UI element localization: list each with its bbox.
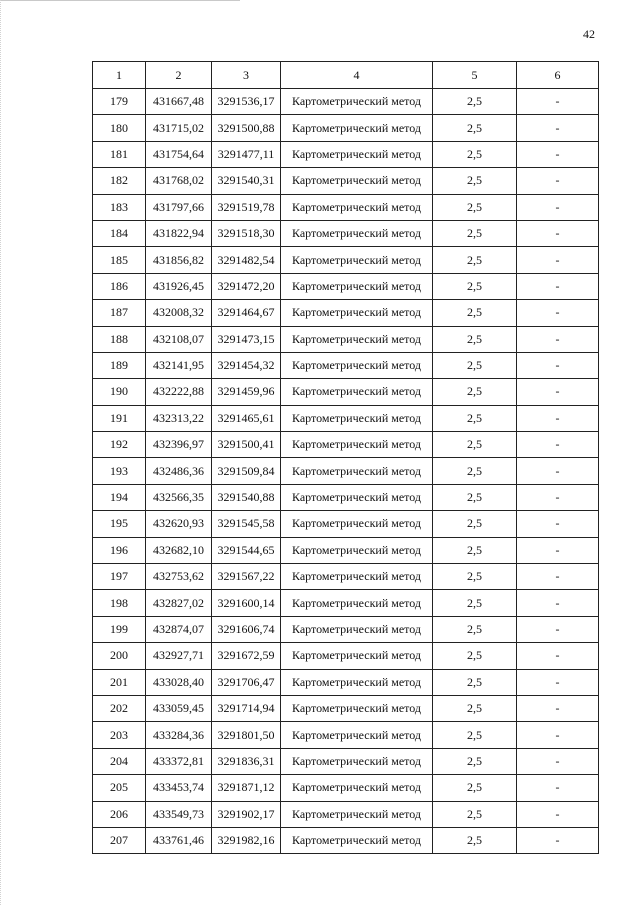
y-coordinate-cell: 3291672,59 — [212, 643, 281, 669]
description-cell: - — [517, 748, 599, 774]
x-coordinate-cell: 432927,71 — [146, 643, 212, 669]
accuracy-cell: 2,5 — [433, 616, 517, 642]
x-coordinate-cell: 431797,66 — [146, 194, 212, 220]
accuracy-cell: 2,5 — [433, 247, 517, 273]
y-coordinate-cell: 3291465,61 — [212, 405, 281, 431]
y-coordinate-cell: 3291545,58 — [212, 511, 281, 537]
point-number-cell: 191 — [93, 405, 146, 431]
method-cell: Картометрический метод — [281, 669, 433, 695]
point-number-cell: 181 — [93, 141, 146, 167]
description-cell: - — [517, 352, 599, 378]
table-row — [93, 537, 599, 563]
method-cell: Картометрический метод — [281, 537, 433, 563]
header-cell: 6 — [517, 62, 599, 89]
method-cell: Картометрический метод — [281, 300, 433, 326]
point-number-cell: 193 — [93, 458, 146, 484]
method-cell: Картометрический метод — [281, 616, 433, 642]
table-row — [93, 168, 599, 194]
accuracy-cell: 2,5 — [433, 564, 517, 590]
x-coordinate-cell: 432620,93 — [146, 511, 212, 537]
point-number-cell: 187 — [93, 300, 146, 326]
accuracy-cell: 2,5 — [433, 115, 517, 141]
method-cell: Картометрический метод — [281, 695, 433, 721]
header-cell: 3 — [212, 62, 281, 89]
accuracy-cell: 2,5 — [433, 484, 517, 510]
accuracy-cell: 2,5 — [433, 141, 517, 167]
method-cell: Картометрический метод — [281, 722, 433, 748]
x-coordinate-cell: 432313,22 — [146, 405, 212, 431]
table-row — [93, 352, 599, 378]
table-row — [93, 194, 599, 220]
table-row — [93, 590, 599, 616]
x-coordinate-cell: 432753,62 — [146, 564, 212, 590]
description-cell: - — [517, 458, 599, 484]
point-number-cell: 202 — [93, 695, 146, 721]
y-coordinate-cell: 3291714,94 — [212, 695, 281, 721]
y-coordinate-cell: 3291801,50 — [212, 722, 281, 748]
y-coordinate-cell: 3291509,84 — [212, 458, 281, 484]
point-number-cell: 198 — [93, 590, 146, 616]
x-coordinate-cell: 432108,07 — [146, 326, 212, 352]
table-row — [93, 669, 599, 695]
x-coordinate-cell: 432486,36 — [146, 458, 212, 484]
x-coordinate-cell: 431856,82 — [146, 247, 212, 273]
y-coordinate-cell: 3291477,11 — [212, 141, 281, 167]
x-coordinate-cell: 432566,35 — [146, 484, 212, 510]
accuracy-cell: 2,5 — [433, 695, 517, 721]
description-cell: - — [517, 827, 599, 853]
point-number-cell: 206 — [93, 801, 146, 827]
y-coordinate-cell: 3291540,88 — [212, 484, 281, 510]
method-cell: Картометрический метод — [281, 432, 433, 458]
table-row — [93, 748, 599, 774]
method-cell: Картометрический метод — [281, 247, 433, 273]
description-cell: - — [517, 643, 599, 669]
table-header-row — [93, 62, 599, 89]
table-row — [93, 405, 599, 431]
method-cell: Картометрический метод — [281, 405, 433, 431]
method-cell: Картометрический метод — [281, 827, 433, 853]
accuracy-cell: 2,5 — [433, 511, 517, 537]
y-coordinate-cell: 3291836,31 — [212, 748, 281, 774]
point-number-cell: 185 — [93, 247, 146, 273]
point-number-cell: 207 — [93, 827, 146, 853]
accuracy-cell: 2,5 — [433, 273, 517, 299]
y-coordinate-cell: 3291500,41 — [212, 432, 281, 458]
description-cell: - — [517, 669, 599, 695]
method-cell: Картометрический метод — [281, 141, 433, 167]
description-cell: - — [517, 775, 599, 801]
table-row — [93, 484, 599, 510]
description-cell: - — [517, 695, 599, 721]
point-number-cell: 204 — [93, 748, 146, 774]
accuracy-cell: 2,5 — [433, 590, 517, 616]
x-coordinate-cell: 432827,02 — [146, 590, 212, 616]
header-cell: 2 — [146, 62, 212, 89]
description-cell: - — [517, 115, 599, 141]
y-coordinate-cell: 3291518,30 — [212, 220, 281, 246]
y-coordinate-cell: 3291472,20 — [212, 273, 281, 299]
x-coordinate-cell: 431768,02 — [146, 168, 212, 194]
description-cell: - — [517, 801, 599, 827]
description-cell: - — [517, 564, 599, 590]
point-number-cell: 184 — [93, 220, 146, 246]
y-coordinate-cell: 3291454,32 — [212, 352, 281, 378]
point-number-cell: 205 — [93, 775, 146, 801]
x-coordinate-cell: 432008,32 — [146, 300, 212, 326]
table-row — [93, 511, 599, 537]
accuracy-cell: 2,5 — [433, 801, 517, 827]
point-number-cell: 183 — [93, 194, 146, 220]
description-cell: - — [517, 511, 599, 537]
x-coordinate-cell: 433372,81 — [146, 748, 212, 774]
page-number: 42 — [583, 27, 595, 41]
table-row — [93, 827, 599, 853]
x-coordinate-cell: 432222,88 — [146, 379, 212, 405]
description-cell: - — [517, 722, 599, 748]
method-cell: Картометрический метод — [281, 194, 433, 220]
description-cell: - — [517, 590, 599, 616]
method-cell: Картометрический метод — [281, 379, 433, 405]
x-coordinate-cell: 432682,10 — [146, 537, 212, 563]
x-coordinate-cell: 431754,64 — [146, 141, 212, 167]
y-coordinate-cell: 3291706,47 — [212, 669, 281, 695]
table-row — [93, 300, 599, 326]
description-cell: - — [517, 141, 599, 167]
accuracy-cell: 2,5 — [433, 643, 517, 669]
accuracy-cell: 2,5 — [433, 89, 517, 115]
description-cell: - — [517, 537, 599, 563]
method-cell: Картометрический метод — [281, 801, 433, 827]
method-cell: Картометрический метод — [281, 273, 433, 299]
accuracy-cell: 2,5 — [433, 326, 517, 352]
x-coordinate-cell: 431822,94 — [146, 220, 212, 246]
accuracy-cell: 2,5 — [433, 405, 517, 431]
accuracy-cell: 2,5 — [433, 722, 517, 748]
accuracy-cell: 2,5 — [433, 194, 517, 220]
y-coordinate-cell: 3291871,12 — [212, 775, 281, 801]
description-cell: - — [517, 247, 599, 273]
accuracy-cell: 2,5 — [433, 379, 517, 405]
table-row — [93, 273, 599, 299]
accuracy-cell: 2,5 — [433, 168, 517, 194]
table-row — [93, 775, 599, 801]
x-coordinate-cell: 433284,36 — [146, 722, 212, 748]
point-number-cell: 180 — [93, 115, 146, 141]
method-cell: Картометрический метод — [281, 352, 433, 378]
method-cell: Картометрический метод — [281, 590, 433, 616]
table-body — [93, 89, 599, 854]
table-row — [93, 695, 599, 721]
x-coordinate-cell: 433549,73 — [146, 801, 212, 827]
point-number-cell: 194 — [93, 484, 146, 510]
table-row — [93, 141, 599, 167]
description-cell: - — [517, 484, 599, 510]
y-coordinate-cell: 3291540,31 — [212, 168, 281, 194]
description-cell: - — [517, 300, 599, 326]
x-coordinate-cell: 431667,48 — [146, 89, 212, 115]
x-coordinate-cell: 432396,97 — [146, 432, 212, 458]
method-cell: Картометрический метод — [281, 484, 433, 510]
method-cell: Картометрический метод — [281, 326, 433, 352]
method-cell: Картометрический метод — [281, 511, 433, 537]
point-number-cell: 192 — [93, 432, 146, 458]
method-cell: Картометрический метод — [281, 115, 433, 141]
table-row — [93, 115, 599, 141]
point-number-cell: 186 — [93, 273, 146, 299]
accuracy-cell: 2,5 — [433, 669, 517, 695]
x-coordinate-cell: 433028,40 — [146, 669, 212, 695]
accuracy-cell: 2,5 — [433, 300, 517, 326]
scan-edge-top — [0, 0, 240, 1]
y-coordinate-cell: 3291606,74 — [212, 616, 281, 642]
method-cell: Картометрический метод — [281, 458, 433, 484]
x-coordinate-cell: 431926,45 — [146, 273, 212, 299]
point-number-cell: 197 — [93, 564, 146, 590]
point-number-cell: 203 — [93, 722, 146, 748]
method-cell: Картометрический метод — [281, 748, 433, 774]
accuracy-cell: 2,5 — [433, 352, 517, 378]
y-coordinate-cell: 3291902,17 — [212, 801, 281, 827]
point-number-cell: 179 — [93, 89, 146, 115]
method-cell: Картометрический метод — [281, 89, 433, 115]
accuracy-cell: 2,5 — [433, 827, 517, 853]
y-coordinate-cell: 3291459,96 — [212, 379, 281, 405]
x-coordinate-cell: 431715,02 — [146, 115, 212, 141]
point-number-cell: 199 — [93, 616, 146, 642]
y-coordinate-cell: 3291473,15 — [212, 326, 281, 352]
table-row — [93, 458, 599, 484]
y-coordinate-cell: 3291544,65 — [212, 537, 281, 563]
coordinates-table — [92, 61, 599, 854]
y-coordinate-cell: 3291567,22 — [212, 564, 281, 590]
y-coordinate-cell: 3291982,16 — [212, 827, 281, 853]
accuracy-cell: 2,5 — [433, 432, 517, 458]
method-cell: Картометрический метод — [281, 643, 433, 669]
accuracy-cell: 2,5 — [433, 775, 517, 801]
description-cell: - — [517, 273, 599, 299]
accuracy-cell: 2,5 — [433, 748, 517, 774]
point-number-cell: 189 — [93, 352, 146, 378]
x-coordinate-cell: 432141,95 — [146, 352, 212, 378]
description-cell: - — [517, 89, 599, 115]
table-row — [93, 616, 599, 642]
point-number-cell: 195 — [93, 511, 146, 537]
description-cell: - — [517, 194, 599, 220]
point-number-cell: 196 — [93, 537, 146, 563]
y-coordinate-cell: 3291600,14 — [212, 590, 281, 616]
scan-edge-left — [0, 0, 1, 905]
method-cell: Картометрический метод — [281, 775, 433, 801]
x-coordinate-cell: 433059,45 — [146, 695, 212, 721]
header-cell: 4 — [281, 62, 433, 89]
x-coordinate-cell: 433761,46 — [146, 827, 212, 853]
method-cell: Картометрический метод — [281, 220, 433, 246]
point-number-cell: 188 — [93, 326, 146, 352]
table-row — [93, 379, 599, 405]
y-coordinate-cell: 3291482,54 — [212, 247, 281, 273]
method-cell: Картометрический метод — [281, 168, 433, 194]
y-coordinate-cell: 3291500,88 — [212, 115, 281, 141]
description-cell: - — [517, 326, 599, 352]
table-row — [93, 432, 599, 458]
table-row — [93, 643, 599, 669]
point-number-cell: 200 — [93, 643, 146, 669]
point-number-cell: 201 — [93, 669, 146, 695]
table-row — [93, 220, 599, 246]
table-row — [93, 89, 599, 115]
method-cell: Картометрический метод — [281, 564, 433, 590]
table-row — [93, 326, 599, 352]
accuracy-cell: 2,5 — [433, 220, 517, 246]
accuracy-cell: 2,5 — [433, 537, 517, 563]
point-number-cell: 182 — [93, 168, 146, 194]
header-cell: 1 — [93, 62, 146, 89]
x-coordinate-cell: 433453,74 — [146, 775, 212, 801]
table-row — [93, 564, 599, 590]
description-cell: - — [517, 405, 599, 431]
table-row — [93, 722, 599, 748]
description-cell: - — [517, 379, 599, 405]
description-cell: - — [517, 432, 599, 458]
accuracy-cell: 2,5 — [433, 458, 517, 484]
y-coordinate-cell: 3291536,17 — [212, 89, 281, 115]
table-row — [93, 801, 599, 827]
table-row — [93, 247, 599, 273]
description-cell: - — [517, 220, 599, 246]
description-cell: - — [517, 616, 599, 642]
x-coordinate-cell: 432874,07 — [146, 616, 212, 642]
point-number-cell: 190 — [93, 379, 146, 405]
description-cell: - — [517, 168, 599, 194]
y-coordinate-cell: 3291519,78 — [212, 194, 281, 220]
header-cell: 5 — [433, 62, 517, 89]
y-coordinate-cell: 3291464,67 — [212, 300, 281, 326]
